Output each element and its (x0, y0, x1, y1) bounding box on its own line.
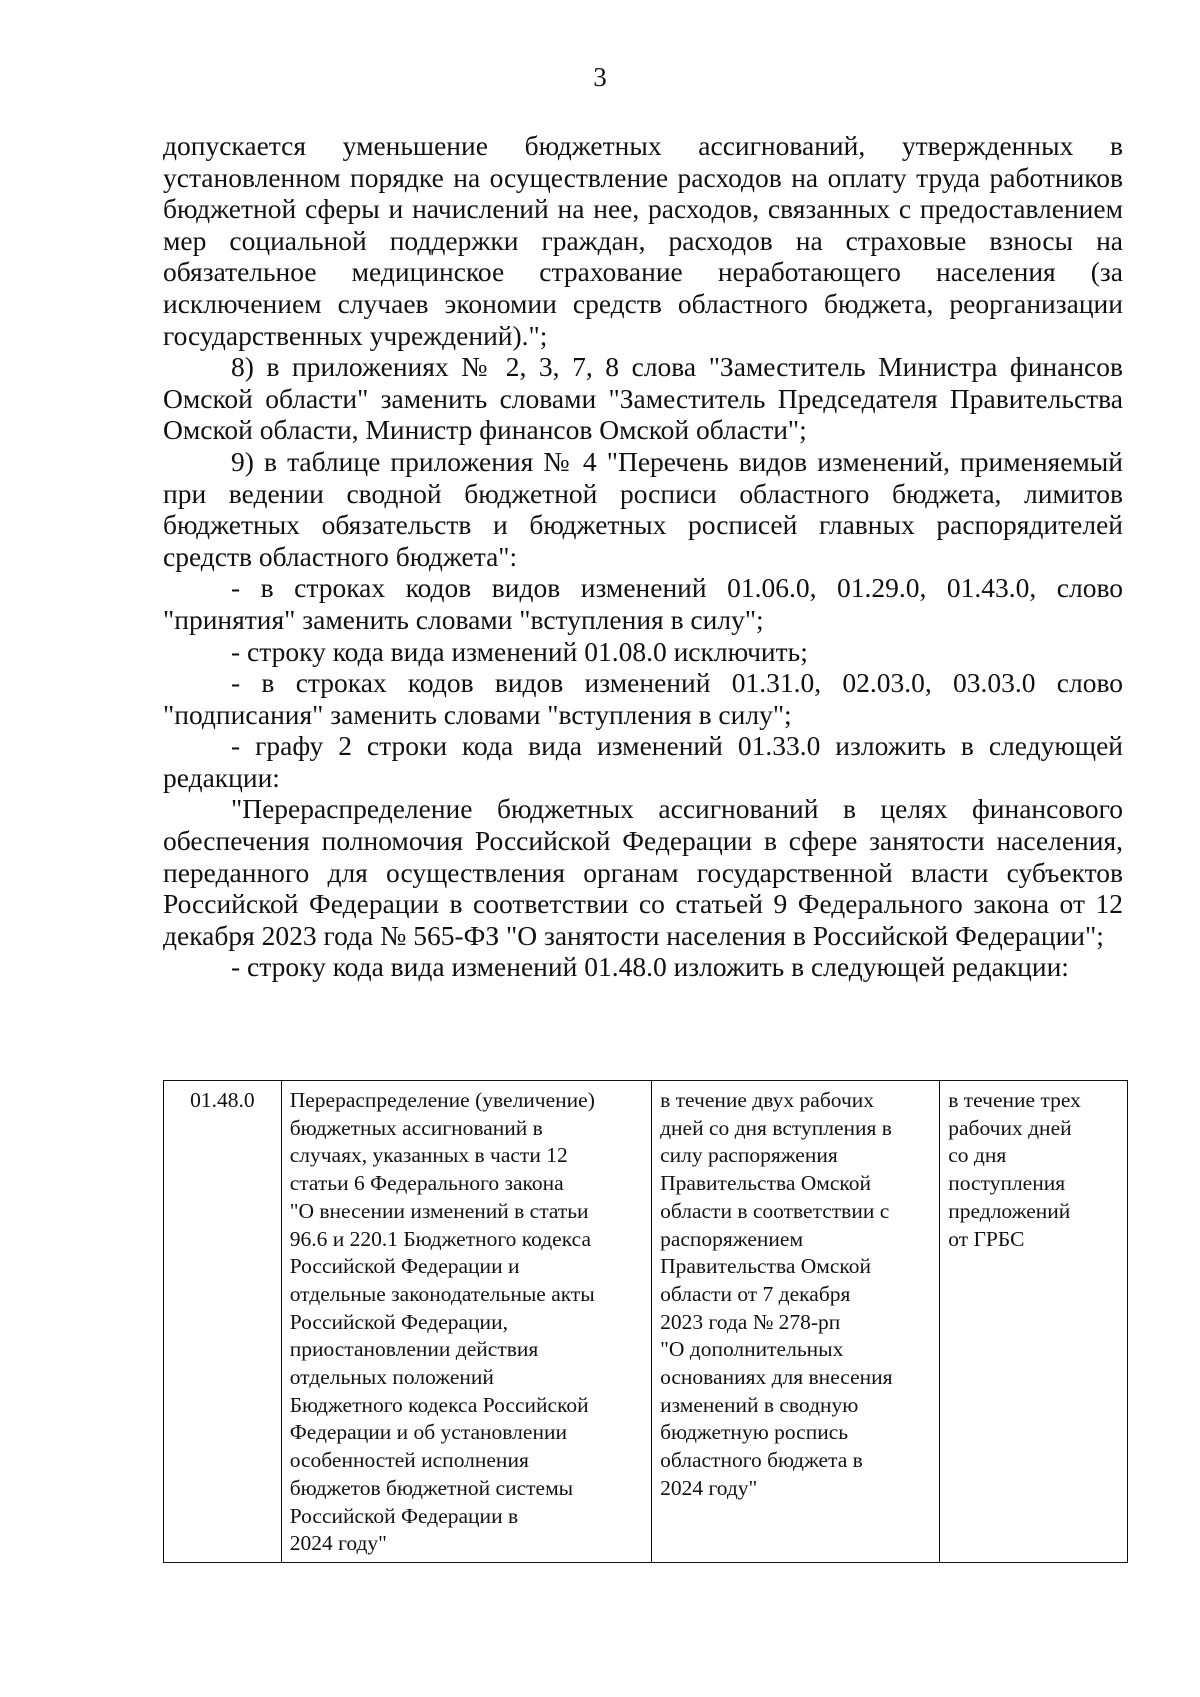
paragraph-item-8: 8) в приложениях № 2, 3, 7, 8 слова "Заместитель Министра финансов Омской области" заменить словами "Заместитель Председателя Правительства Омской области, Министр финансов Омской области"; (163, 351, 1123, 446)
code-text: 01.48.0 (190, 1088, 255, 1112)
table-cell-term-2 (940, 1081, 1128, 1563)
table-cell-term-1 (652, 1081, 940, 1563)
term-2-text: в течение трех рабочих дней со дня поступления предложений от ГРБС (948, 1088, 1081, 1251)
paragraph-quote: "Перераспределение бюджетных ассигнований в целях финансового обеспечения полномочия Российской Федерации в сфере занятости населения, переданного для осуществления органам государственной власти субъектов Российской Федерации в соответствии со статьей 9 Федерального закона от 12 декабря 2023 года № 565-ФЗ "О занятости населения в Российской Федерации"; (163, 793, 1123, 951)
paragraph-dash-5: - строку кода вида изменений 01.48.0 изложить в следующей редакции: (231, 951, 1069, 983)
paragraph-item-9: 9) в таблице приложения № 4 "Перечень видов изменений, применяемый при ведении сводной бюджетной росписи областного бюджета, лимитов бюджетных обязательств и бюджетных росписей главных распорядителей средств областного бюджета": (163, 445, 1123, 572)
changes-table (163, 1080, 1128, 1563)
table-row (164, 1081, 1128, 1563)
paragraph-dash-1: - в строках кодов видов изменений 01.06.0, 01.29.0, 01.43.0, слово "принятия" заменить словами "вступления в силу"; (163, 572, 1123, 635)
description-text: Перераспределение (увеличение) бюджетных ассигнований в случаях, указанных в части 12 статьи 6 Федерального закона "О внесении изменений в статьи 96.6 и 220.1 Бюджетного кодекса Российской Федерации и отдельные законодательные акты Российской Федерации, приостановлении действия отдельных положений Бюджетного кодекса Российской Федерации и об установлении особенностей исполнения бюджетов бюджетной системы Российской Федерации в 2024 году" (289, 1088, 595, 1556)
table-cell-code (164, 1081, 282, 1563)
paragraph-dash-3: - в строках кодов видов изменений 01.31.0, 02.03.0, 03.03.0 слово "подписания" заменить словами "вступления в силу"; (163, 667, 1123, 730)
paragraph-dash-2: - строку кода вида изменений 01.08.0 исключить; (231, 635, 808, 667)
paragraph-dash-4: - графу 2 строки кода вида изменений 01.33.0 изложить в следующей редакции: (163, 730, 1123, 793)
term-1-text: в течение двух рабочих дней со дня вступления в силу распоряжения Правительства Омской области в соответствии с распоряжением Правительства Омской области от 7 декабря 2023 года № 278-рп "О дополнительных основаниях для внесения изменений в сводную бюджетную роспись областного бюджета в 2024 году" (660, 1088, 893, 1500)
paragraph-continuation: допускается уменьшение бюджетных ассигнований, утвержденных в установленном порядке на осуществление расходов на оплату труда работников бюджетной сферы и начислений на нее, расходов, связанных с предоставлением мер социальной поддержки граждан, расходов на страховые взносы на обязательное медицинское страхование неработающего населения (за исключением случаев экономии средств областного бюджета, реорганизации государственных учреждений)."; (163, 130, 1123, 351)
page-number: 3 (593, 62, 607, 92)
document-body (163, 130, 1123, 983)
table-cell-description (281, 1081, 651, 1563)
